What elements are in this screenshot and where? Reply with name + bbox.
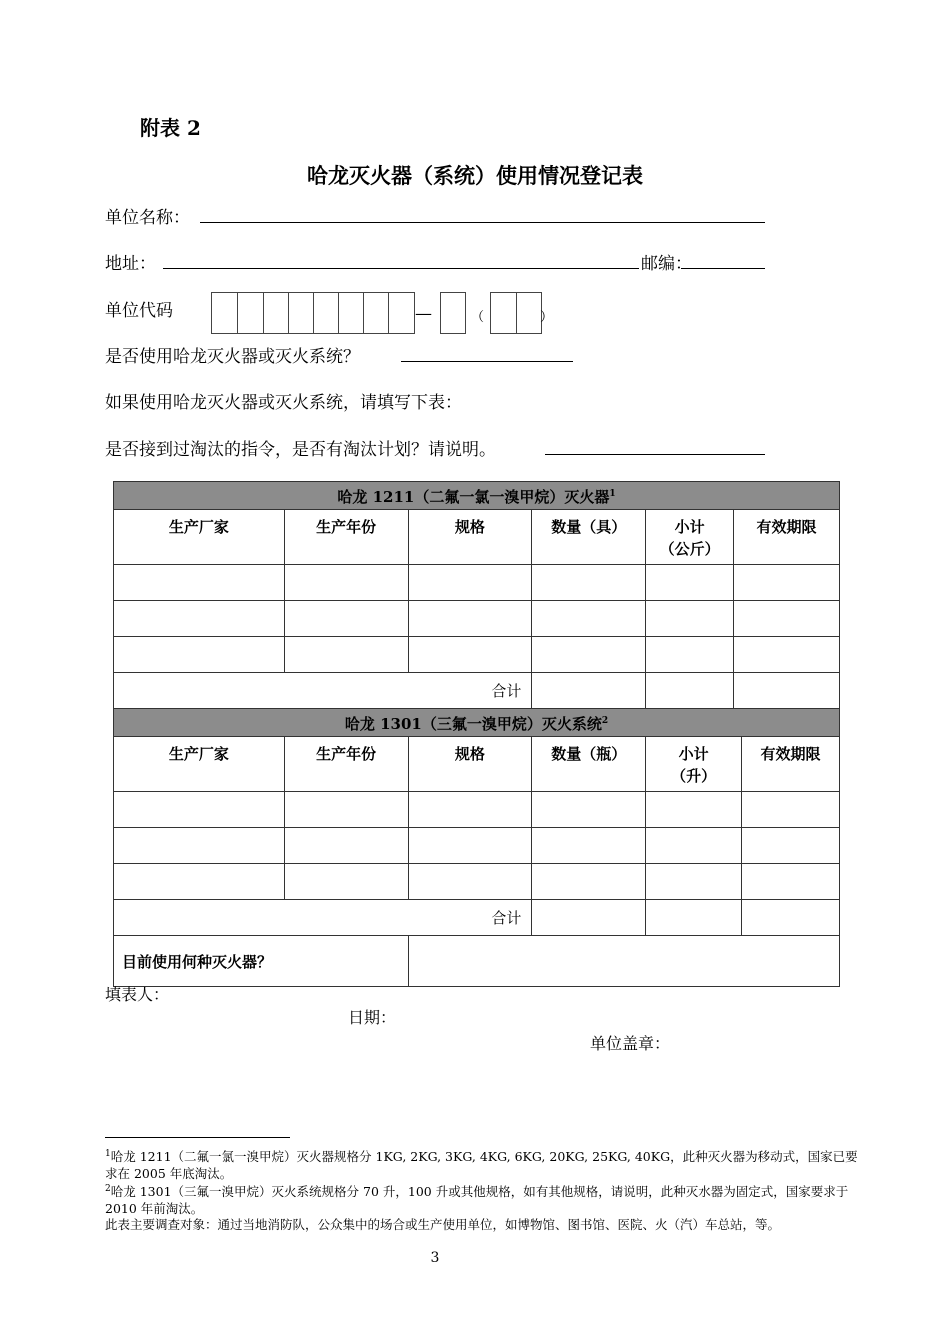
- col-quantity: 数量（具）: [532, 510, 646, 565]
- input-cell[interactable]: [114, 864, 285, 900]
- input-cell[interactable]: [742, 864, 840, 900]
- table-row: [114, 828, 840, 864]
- col-expiry: 有效期限: [734, 510, 840, 565]
- total-subtotal-cell[interactable]: [646, 673, 734, 709]
- col-manufacturer: 生产厂家: [114, 737, 285, 792]
- input-cell[interactable]: [532, 565, 646, 601]
- date-label: 日期：: [348, 1008, 397, 1027]
- current-extinguisher-answer[interactable]: [408, 936, 839, 987]
- footnote-3: 此表主要调查对象：通过当地消防队，公众集中的场合或生产使用单位，如博物馆、图书馆、医院、火（汽）车总站，等。: [105, 1217, 781, 1232]
- table1-total-label: 合计: [114, 673, 532, 709]
- col-manufacturer: 生产厂家: [114, 510, 285, 565]
- total-quantity-cell[interactable]: [532, 900, 646, 936]
- col-specification: 规格: [408, 510, 532, 565]
- col-specification: 规格: [408, 737, 532, 792]
- input-cell[interactable]: [734, 637, 840, 673]
- halon-registration-table: [113, 481, 840, 987]
- check-digit-box[interactable]: [440, 292, 466, 334]
- input-cell[interactable]: [742, 828, 840, 864]
- footnote-1: $^1$哈龙 1211（二氟一氯一溴甲烷）灭火器规格分 1KG, 2KG, 3KG, 4KG, 6KG, 20KG, 25KG, 40KG，此种灭火器为移动式，国家已要求在 2005 年底淘汰。: [105, 1149, 858, 1182]
- paren-close: ）: [540, 310, 554, 325]
- footnote-2: $^2$哈龙 1301（三氟一溴甲烷）灭火系统规格分 70 升，100 升或其他规格，如有其他规格，请说明，此种灭水器为固定式，国家要求于 2010 年前淘汰。: [105, 1184, 849, 1217]
- input-cell[interactable]: [646, 828, 742, 864]
- input-cell[interactable]: [284, 864, 408, 900]
- input-cell[interactable]: [532, 601, 646, 637]
- input-cell[interactable]: [284, 637, 408, 673]
- table-row: [114, 792, 840, 828]
- input-cell[interactable]: [284, 565, 408, 601]
- postcode-label: 邮编：: [641, 254, 692, 274]
- code-box[interactable]: [263, 292, 289, 334]
- code-dash: —: [415, 304, 432, 324]
- table-row: [114, 601, 840, 637]
- input-cell[interactable]: [532, 637, 646, 673]
- code-box[interactable]: [211, 292, 238, 334]
- input-cell[interactable]: [114, 637, 285, 673]
- code-box[interactable]: [363, 292, 389, 334]
- unit-code-label: 单位代码: [105, 301, 173, 321]
- table2-total-label: 合计: [114, 900, 532, 936]
- input-cell[interactable]: [114, 601, 285, 637]
- table-row: [114, 864, 840, 900]
- code-box[interactable]: [313, 292, 339, 334]
- address-field[interactable]: [163, 246, 639, 269]
- phaseout-question: 是否接到过淘汰的指令，是否有淘汰计划？请说明。: [105, 440, 496, 460]
- form-title: 哈龙灭火器（系统）使用情况登记表: [307, 163, 643, 188]
- input-cell[interactable]: [408, 565, 532, 601]
- postcode-field[interactable]: [681, 246, 765, 269]
- suffix-box[interactable]: [516, 292, 542, 334]
- suffix-box[interactable]: [490, 292, 517, 334]
- input-cell[interactable]: [646, 565, 734, 601]
- use-halon-question: 是否使用哈龙灭火器或灭火系统？: [105, 347, 360, 367]
- input-cell[interactable]: [532, 792, 646, 828]
- appendix-label: 附表 2: [140, 116, 201, 140]
- col-production-year: 生产年份: [284, 737, 408, 792]
- col-subtotal: 小计 （升）: [646, 737, 742, 792]
- code-box[interactable]: [388, 292, 415, 334]
- col-expiry: 有效期限: [742, 737, 840, 792]
- footnote-separator: [105, 1137, 290, 1138]
- seal-label: 单位盖章：: [590, 1034, 671, 1053]
- input-cell[interactable]: [284, 828, 408, 864]
- filler-label: 填表人：: [105, 985, 170, 1004]
- code-box[interactable]: [338, 292, 364, 334]
- table2-section-title: 哈龙 1301（三氟一溴甲烷）灭火系统$^2$: [114, 709, 840, 737]
- total-subtotal-cell[interactable]: [646, 900, 742, 936]
- input-cell[interactable]: [408, 792, 532, 828]
- table1-section-title: 哈龙 1211（二氟一氯一溴甲烷）灭火器$^1$: [114, 482, 840, 510]
- fill-instruction: 如果使用哈龙灭火器或灭火系统，请填写下表：: [105, 393, 462, 413]
- paren-open: （: [471, 310, 485, 325]
- input-cell[interactable]: [114, 828, 285, 864]
- input-cell[interactable]: [284, 792, 408, 828]
- table-row: [114, 565, 840, 601]
- input-cell[interactable]: [408, 601, 532, 637]
- input-cell[interactable]: [532, 864, 646, 900]
- table-row: [114, 637, 840, 673]
- input-cell[interactable]: [284, 601, 408, 637]
- page-number: 3: [430, 1250, 440, 1266]
- input-cell[interactable]: [646, 792, 742, 828]
- input-cell[interactable]: [114, 792, 285, 828]
- total-quantity-cell[interactable]: [532, 673, 646, 709]
- input-cell[interactable]: [646, 601, 734, 637]
- input-cell[interactable]: [646, 637, 734, 673]
- total-expiry-cell[interactable]: [742, 900, 840, 936]
- col-subtotal: 小计 （公斤）: [646, 510, 734, 565]
- total-expiry-cell[interactable]: [734, 673, 840, 709]
- col-quantity: 数量（瓶）: [532, 737, 646, 792]
- use-halon-field[interactable]: [401, 339, 573, 362]
- input-cell[interactable]: [742, 792, 840, 828]
- input-cell[interactable]: [532, 828, 646, 864]
- input-cell[interactable]: [114, 565, 285, 601]
- input-cell[interactable]: [734, 565, 840, 601]
- unit-name-label: 单位名称：: [105, 208, 190, 228]
- input-cell[interactable]: [408, 828, 532, 864]
- input-cell[interactable]: [408, 637, 532, 673]
- current-extinguisher-question: 目前使用何种灭火器？: [114, 936, 409, 987]
- input-cell[interactable]: [408, 864, 532, 900]
- address-label: 地址：: [105, 254, 156, 274]
- code-box[interactable]: [237, 292, 264, 334]
- phaseout-field[interactable]: [545, 432, 765, 455]
- input-cell[interactable]: [734, 601, 840, 637]
- input-cell[interactable]: [646, 864, 742, 900]
- col-production-year: 生产年份: [284, 510, 408, 565]
- unit-name-field[interactable]: [200, 200, 765, 223]
- code-box[interactable]: [288, 292, 314, 334]
